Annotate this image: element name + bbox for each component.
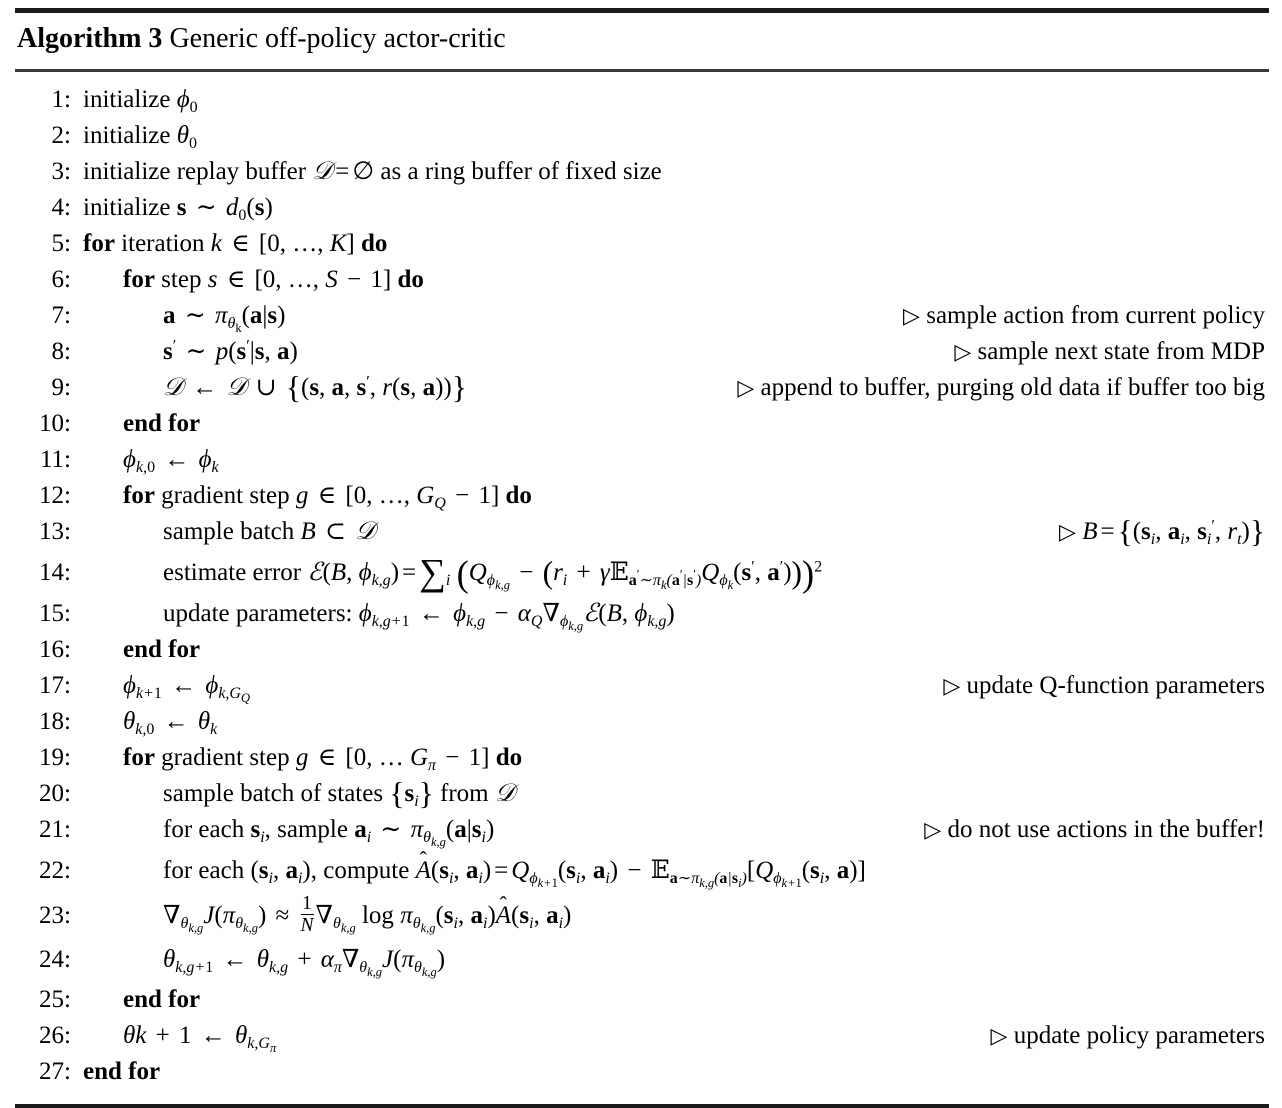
algorithm-steps	[15, 72, 1269, 1098]
text-gradient-step: gradient step	[161, 743, 290, 771]
algorithm-line	[15, 478, 1269, 514]
text-sample: sample	[277, 816, 348, 844]
keyword-initialize: initialize	[83, 86, 171, 113]
comment-triangle-icon: ▷	[990, 1022, 1008, 1048]
line-content: for iteration k ∈ [0, …, K] do	[83, 230, 388, 257]
algorithm-line	[15, 190, 1269, 226]
line-number: 12 :	[15, 478, 71, 514]
comment-text: update Q-function parameters	[966, 671, 1265, 699]
algorithm-line	[15, 632, 1269, 668]
keyword-for: for	[123, 266, 155, 293]
keyword-initialize: initialize	[83, 158, 171, 185]
algorithm-line	[15, 668, 1269, 704]
text-gradient-step: gradient step	[161, 482, 290, 510]
text-log: log	[361, 901, 394, 929]
comment-triangle-icon: ▷	[1059, 519, 1076, 545]
algorithm-line	[15, 298, 1269, 334]
algorithm-line	[15, 740, 1269, 776]
line-number: 5 :	[15, 226, 71, 262]
comment-triangle-icon: ▷	[943, 672, 961, 698]
keyword-do: do	[360, 230, 388, 257]
algorithm-caption	[15, 13, 1269, 65]
line-content: initialize $\phi_0$	[83, 86, 198, 117]
rule-bottom	[15, 1104, 1269, 1108]
keyword-end-for: end for	[123, 635, 201, 663]
line-number: 9 :	[15, 370, 71, 406]
line-content: for each ($s_i$, $a_i$), compute $A(s_i$, $a_i) = Q_{\phi_{k+1}}(s_i$, $a_i$) − $𝔼_{a\sim\pi_{k,g}(a|s_i)}[Q_{\phi_{k+1}}(s_i$, a)]	[163, 855, 866, 891]
line-number: 26 :	[15, 1018, 71, 1054]
algorithm-line	[15, 262, 1269, 298]
line-number: 7 :	[15, 298, 71, 334]
line-number: 22 :	[15, 849, 71, 893]
keyword-for: for	[83, 230, 115, 257]
text-compute: compute	[323, 857, 410, 885]
line-content: $\phi_{k,0}$ ← $\phi_k$	[123, 446, 219, 477]
line-comment: ▷ $B =\{(s_i$, $a_i$, $s_i'$, $r_t$)}	[1059, 514, 1265, 550]
keyword-for: for	[123, 743, 155, 771]
text-for-each: for each	[163, 857, 245, 885]
comment-text: sample next state from MDP	[977, 338, 1265, 365]
line-number: 23 :	[15, 894, 71, 938]
algorithm-line	[15, 550, 1269, 596]
algorithm-label: Algorithm 3	[17, 23, 163, 54]
line-comment	[903, 298, 1265, 334]
line-number: 16 :	[15, 632, 71, 668]
line-number: 2 :	[15, 118, 71, 154]
comment-text: append to buffer, purging old data if buffer too big	[760, 374, 1265, 401]
line-content: $\nabla_{\theta_{k,g}}J(\pi_{\theta_{k,g}})$ ≈ $\frac{1}{N}$ $\nabla_{\theta_{k,g}}$ $\log \pi_{\theta_{k,g}}(s_i$, $a_i$) $A(s_i$, $a_i$)	[163, 893, 572, 937]
algorithm-line	[15, 938, 1269, 982]
line-content: $\theta_{k,0}$ ← $\theta_k$	[123, 707, 218, 739]
line-content: for step s ∈ [0, …, S − 1] do	[123, 266, 424, 293]
algorithm-line	[15, 596, 1269, 632]
line-number: 15 :	[15, 596, 71, 632]
line-content	[71, 406, 200, 442]
line-content: for gradient step g ∈ [0, … $G_\pi - 1$] do	[123, 743, 523, 775]
algorithm-line	[15, 848, 1269, 893]
algorithm-line	[15, 514, 1269, 550]
line-number: 3 :	[15, 154, 71, 190]
algorithm-line	[15, 982, 1269, 1018]
line-comment	[991, 1018, 1265, 1054]
line-number: 20 :	[15, 776, 71, 812]
line-content	[71, 982, 200, 1018]
line-content: initialize s ∼ $d_0(s)$	[83, 194, 273, 225]
keyword-do: do	[505, 482, 532, 510]
comment-text: update policy parameters	[1013, 1021, 1265, 1049]
algorithm-line	[15, 334, 1269, 370]
line-number: 8 :	[15, 334, 71, 370]
algorithm-line	[15, 893, 1269, 938]
algorithm-block	[7, 8, 1275, 1108]
algorithm-line	[15, 226, 1269, 262]
line-content: $\phi_{k+1}$ ← $\phi_{k,G_Q}$	[123, 671, 250, 706]
line-content: θk + 1 ← $\theta_{k,G_\pi}$	[123, 1021, 277, 1056]
line-content: for gradient step g ∈ [0, …, $G_Q - 1$] do	[123, 482, 532, 513]
text-estimate-error: estimate error	[163, 559, 302, 587]
line-content: estimate error ℰ(B, $\phi_{k,g}) =\sum_i$ ($Q_{\phi_{k,g}} - (r_i$ + $\gamma 𝔼_{a'\sim\pi_k(a'|s')}Q_{\phi_k}(s'$, a′)))$^2$	[163, 552, 823, 594]
line-number: 13 :	[15, 514, 71, 550]
comment-text: do not use actions in the buffer!	[947, 816, 1265, 844]
line-content: a ∼ $\pi_{\theta_k}(a|s)$	[163, 302, 286, 336]
algorithm-line	[15, 82, 1269, 118]
line-content: for each $s_i$, sample $a_i$ ∼ $\pi_{\theta_{k,g}}(a|s_i)$	[163, 816, 495, 850]
keyword-end-for: end for	[83, 1057, 161, 1085]
line-number: 24 :	[15, 938, 71, 982]
line-content: 𝒟 ← 𝒟 ∪ {(s, a, s′, r(s, a))}	[163, 370, 467, 406]
line-comment	[943, 668, 1265, 704]
line-content: $\theta_{k,g+1}$ ← $\theta_{k,g} + \alpha_\pi\nabla_{\theta_{k,g}}J(\pi_{\theta_{k,g}})$	[163, 945, 446, 980]
keyword-do: do	[495, 743, 523, 771]
text-update-parameters: update parameters:	[163, 599, 353, 627]
line-number: 10 :	[15, 406, 71, 442]
line-content: initialize replay buffer 𝒟 = ∅ as a ring buffer of fixed size	[83, 158, 662, 185]
line-comment	[737, 370, 1265, 406]
keyword-initialize: initialize	[83, 122, 171, 149]
line-content	[71, 1054, 160, 1090]
line-content: sample batch B ⊂ 𝒟	[163, 518, 376, 546]
text-step: step	[161, 266, 202, 293]
line-number: 25 :	[15, 982, 71, 1018]
algorithm-line	[15, 406, 1269, 442]
comment-triangle-icon: ▷	[954, 339, 972, 364]
text-replay-buffer: replay buffer	[176, 158, 307, 185]
line-number: 21 :	[15, 812, 71, 848]
keyword-for: for	[123, 482, 155, 510]
line-comment	[924, 812, 1265, 848]
line-content: s′ ∼ p(s′|s, a)	[163, 337, 298, 365]
line-number: 11 :	[15, 442, 71, 478]
line-number: 27 :	[15, 1054, 71, 1090]
text-sample-batch: sample batch	[163, 518, 295, 546]
algorithm-line	[15, 704, 1269, 740]
text-for-each: for each	[163, 816, 245, 844]
comment-triangle-icon: ▷	[737, 375, 755, 400]
algorithm-line	[15, 370, 1269, 406]
comment-triangle-icon: ▷	[924, 817, 942, 843]
keyword-end-for: end for	[123, 985, 201, 1013]
algorithm-line	[15, 154, 1269, 190]
line-content: initialize $\theta_0$	[83, 122, 197, 153]
line-number: 4 :	[15, 190, 71, 226]
algorithm-line	[15, 118, 1269, 154]
comment-triangle-icon: ▷	[903, 303, 920, 328]
comment-text: sample action from current policy	[926, 302, 1265, 329]
line-number: 19 :	[15, 740, 71, 776]
line-number: 14 :	[15, 551, 71, 595]
algorithm-title: Generic off-policy actor-critic	[169, 23, 506, 54]
algorithm-line	[15, 812, 1269, 848]
line-number: 17 :	[15, 668, 71, 704]
line-content: update parameters: $\phi_{k,g+1}$ ← $\phi_{k,g}$ − $\alpha_Q\nabla_{\phi_{k,g}}ℰ(B$, $\phi_{k,g}$)	[163, 599, 675, 634]
line-number: 1 :	[15, 82, 71, 118]
keyword-initialize: initialize	[83, 194, 171, 221]
line-comment	[954, 334, 1265, 370]
algorithm-line	[15, 1054, 1269, 1090]
keyword-do: do	[397, 266, 424, 293]
text-ring-buffer: as a ring buffer of fixed size	[380, 158, 662, 185]
line-content	[71, 632, 200, 668]
algorithm-line	[15, 776, 1269, 812]
text-sample-batch-states: sample batch of states	[163, 779, 384, 807]
keyword-end-for: end for	[123, 410, 201, 438]
text-iteration: iteration	[121, 230, 205, 257]
text-from: from	[440, 779, 489, 807]
algorithm-line	[15, 442, 1269, 478]
line-number: 18 :	[15, 704, 71, 740]
line-number: 6 :	[15, 262, 71, 298]
algorithm-line	[15, 1018, 1269, 1054]
line-content: sample batch of states $\{s_i\}$ from 𝒟	[163, 776, 515, 812]
